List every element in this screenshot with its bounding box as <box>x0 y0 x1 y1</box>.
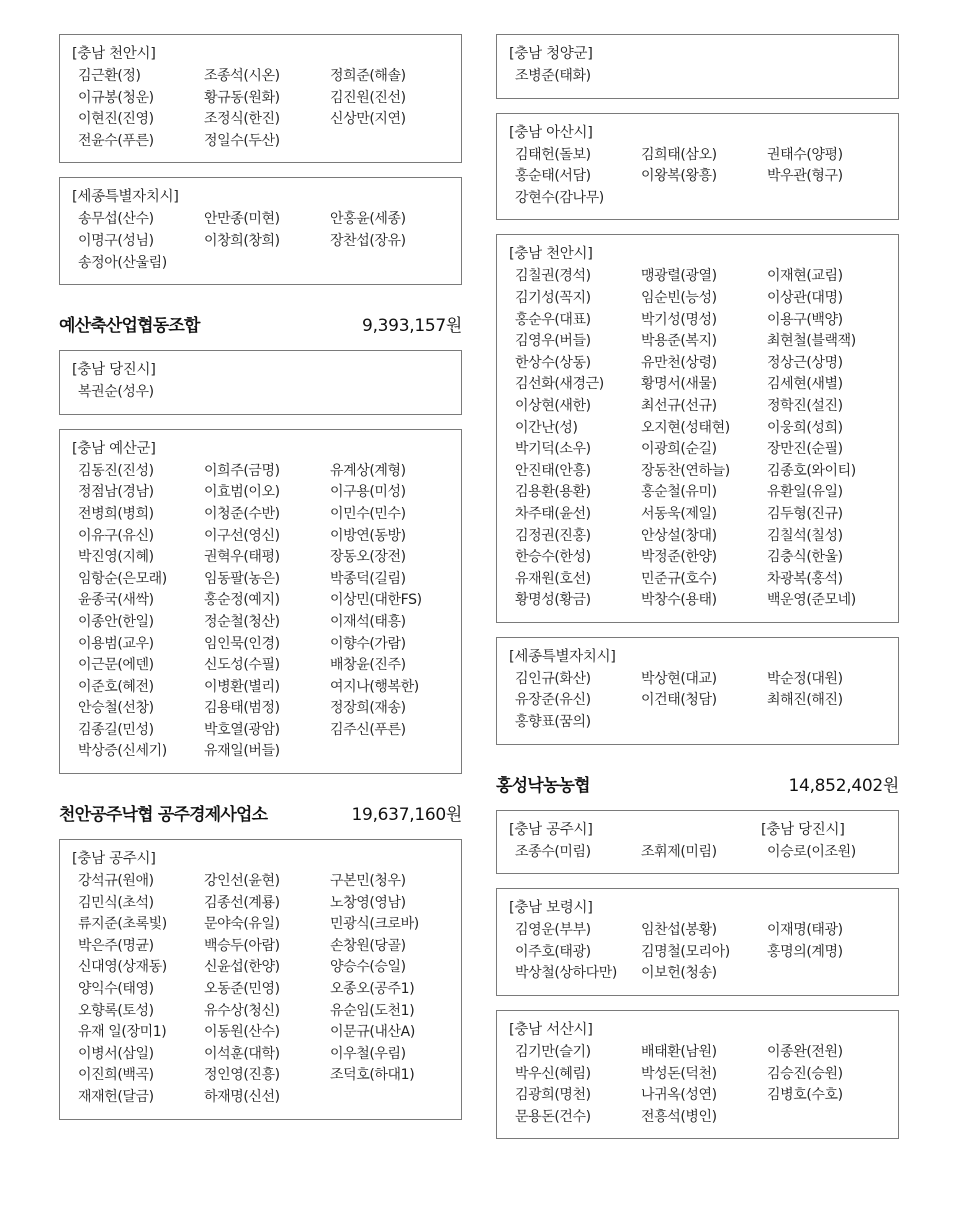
member-name: 김종선(계룡) <box>204 894 280 911</box>
name-grid <box>509 920 886 985</box>
member-name: 김명철(모리아) <box>641 943 730 960</box>
member-name: 홍명의(계명) <box>767 943 843 960</box>
member-name: 박정준(한양) <box>641 549 717 566</box>
member-name: 안승철(선창) <box>78 700 154 717</box>
region-group <box>509 819 761 864</box>
member-name: 김희태(삼오) <box>641 146 717 163</box>
member-name: 김칠권(경석) <box>515 268 591 285</box>
member-name: 임인묵(인경) <box>204 635 280 652</box>
organization-name: 천안공주낙협 공주경제사업소 <box>59 805 268 826</box>
member-name: 이상관(대명) <box>767 289 843 306</box>
member-name: 박창수(용태) <box>641 592 717 609</box>
member-name: 맹광렬(광열) <box>641 268 717 285</box>
member-name: 복권순(성우) <box>78 384 154 401</box>
member-name: 조휘제(미림) <box>641 843 717 860</box>
member-name: 이진희(백곡) <box>78 1067 154 1084</box>
member-name: 이방연(동방) <box>330 527 406 544</box>
member-name: 이광희(순길) <box>641 441 717 458</box>
member-name: 정희준(해솔) <box>330 68 406 84</box>
member-name: 이재현(교림) <box>767 268 843 285</box>
member-name: 유재일(버들) <box>204 743 280 760</box>
member-name: 이웅희(성희) <box>767 419 843 436</box>
member-name: 하재명(신선) <box>204 1089 280 1105</box>
member-name: 이종완(전원) <box>767 1044 843 1061</box>
member-name: 김병호(수호) <box>767 1087 843 1104</box>
member-name: 김근환(정) <box>78 68 141 84</box>
name-grid <box>509 669 886 734</box>
member-name: 이유구(유신) <box>78 527 154 544</box>
member-name: 박우신(혜림) <box>515 1065 591 1082</box>
member-name: 오지현(성태현) <box>641 419 730 436</box>
member-name: 황규동(원화) <box>204 89 280 106</box>
region-box <box>59 34 462 163</box>
member-name: 조병준(태화) <box>515 68 591 84</box>
member-name: 이종안(한일) <box>78 613 154 630</box>
member-name: 이구선(영신) <box>204 527 280 544</box>
region-box <box>496 1010 899 1139</box>
member-name: 김용태(범정) <box>204 700 280 717</box>
member-name: 조종수(미림) <box>515 843 591 860</box>
member-name: 이효범(이오) <box>204 484 280 501</box>
member-name: 박용준(복지) <box>641 333 717 350</box>
member-name: 이문규(내산A) <box>330 1024 415 1041</box>
member-name: 황명성(황금) <box>515 592 591 609</box>
region-heading: [세종특별자치시] <box>509 648 616 665</box>
organization-header <box>59 311 462 336</box>
member-name: 안만종(미현) <box>204 211 280 228</box>
member-name: 윤종국(새싹) <box>78 592 154 609</box>
member-name: 배태환(남원) <box>641 1044 717 1061</box>
member-name: 임순빈(능성) <box>641 289 717 306</box>
member-name: 이재명(태광) <box>767 922 843 939</box>
member-name: 안홍윤(세종) <box>330 211 406 228</box>
region-box <box>496 113 899 221</box>
region-box <box>59 429 462 774</box>
member-name: 이동원(산수) <box>204 1024 280 1041</box>
name-grid <box>72 461 449 763</box>
member-name: 유재 일(장미1) <box>78 1024 167 1041</box>
member-name: 유계상(계형) <box>330 462 406 479</box>
member-name: 홍순철(유미) <box>641 484 717 501</box>
region-heading: [충남 예산군] <box>72 440 156 457</box>
member-name: 유장준(유신) <box>515 692 591 709</box>
member-name: 장동찬(연하늘) <box>641 462 730 479</box>
member-name: 김기만(슬기) <box>515 1044 591 1061</box>
member-name: 김민식(초석) <box>78 894 154 911</box>
member-name: 서동욱(제일) <box>641 505 717 522</box>
member-name: 최해진(해진) <box>767 692 843 709</box>
region-box <box>496 888 899 996</box>
member-name: 김주신(푸른) <box>330 721 406 738</box>
organization-amount: 14,852,402원 <box>788 775 899 796</box>
organization-header <box>59 800 462 825</box>
member-name: 이건태(청담) <box>641 692 717 709</box>
member-name: 강현수(감나무) <box>515 189 604 206</box>
member-name: 정일수(두산) <box>204 132 280 149</box>
organization-amount: 9,393,157원 <box>362 316 462 337</box>
member-name: 박상현(대교) <box>641 670 717 687</box>
member-name: 김정권(진홍) <box>515 527 591 544</box>
region-heading: [충남 아산시] <box>509 124 593 141</box>
member-name: 이상민(대한FS) <box>330 592 422 609</box>
member-name: 이구용(미성) <box>330 484 406 501</box>
member-name: 유재원(호선) <box>515 570 591 587</box>
member-name: 홍순우(대표) <box>515 311 591 328</box>
member-name: 김종호(와이티) <box>767 462 856 479</box>
name-grid <box>509 842 761 864</box>
region-heading: [충남 당진시] <box>761 821 845 838</box>
region-heading: [충남 공주시] <box>509 821 593 838</box>
member-name: 이민수(민수) <box>330 505 406 522</box>
member-name: 여지나(행복한) <box>330 678 419 695</box>
member-name: 이준호(혜전) <box>78 678 154 695</box>
member-name: 안상설(창대) <box>641 527 717 544</box>
member-name: 황명서(새물) <box>641 376 717 393</box>
member-name: 박상증(신세기) <box>78 743 167 760</box>
member-name: 이용범(교우) <box>78 635 154 652</box>
member-name: 권혁우(태평) <box>204 549 280 566</box>
member-name: 이간난(성) <box>515 419 578 436</box>
member-name: 홍순태(서담) <box>515 168 591 185</box>
member-name: 이향수(가람) <box>330 635 406 652</box>
name-grid <box>72 382 449 404</box>
region-heading: [충남 공주시] <box>72 851 156 868</box>
member-name: 송무섭(산수) <box>78 211 154 228</box>
member-name: 오종오(공주1) <box>330 981 415 998</box>
member-name: 손창원(당골) <box>330 937 406 954</box>
member-name: 김칠석(칠성) <box>767 527 843 544</box>
member-name: 민준규(호수) <box>641 570 717 587</box>
member-name: 박기덕(소우) <box>515 441 591 458</box>
member-name: 나귀옥(성연) <box>641 1087 717 1104</box>
left-column <box>59 34 462 1134</box>
member-name: 유순임(도천1) <box>330 1002 415 1019</box>
region-heading: [충남 당진시] <box>72 362 156 379</box>
member-name: 박호열(광암) <box>204 721 280 738</box>
name-grid <box>761 842 893 864</box>
member-name: 정점남(경남) <box>78 484 154 501</box>
region-heading: [충남 보령시] <box>509 900 593 917</box>
member-name: 이병서(삼일) <box>78 1045 154 1062</box>
member-name: 이창희(창희) <box>204 232 280 249</box>
member-name: 민광식(크로바) <box>330 916 419 933</box>
member-name: 김선화(새경근) <box>515 376 604 393</box>
member-name: 박진영(지혜) <box>78 549 154 566</box>
member-name: 이명구(성님) <box>78 232 154 249</box>
organization-name: 예산축산업협동조합 <box>59 316 200 337</box>
member-name: 김인규(화산) <box>515 670 591 687</box>
member-name: 정학진(설진) <box>767 397 843 414</box>
member-name: 이병환(별리) <box>204 678 280 695</box>
name-grid <box>509 1042 886 1128</box>
member-name: 유수상(청신) <box>204 1002 280 1019</box>
name-grid <box>509 266 886 612</box>
member-name: 송정아(산울림) <box>78 254 167 271</box>
member-name: 노창영(영남) <box>330 894 406 911</box>
member-name: 이근문(에덴) <box>78 657 154 674</box>
name-grid <box>509 145 886 210</box>
member-name: 이청준(수반) <box>204 505 280 522</box>
member-name: 임찬섭(봉황) <box>641 922 717 939</box>
name-grid <box>72 209 449 274</box>
member-name: 박성돈(덕천) <box>641 1065 717 1082</box>
member-name: 임동팔(농은) <box>204 570 280 587</box>
member-name: 장찬섭(장유) <box>330 232 406 249</box>
member-name: 류지준(초록빛) <box>78 916 167 933</box>
region-box <box>59 350 462 415</box>
region-heading: [충남 서산시] <box>509 1022 593 1039</box>
member-name: 정상근(상명) <box>767 354 843 371</box>
right-column <box>496 34 899 1153</box>
region-group <box>761 819 893 864</box>
member-name: 정장희(재송) <box>330 700 406 717</box>
member-name: 박기성(명성) <box>641 311 717 328</box>
member-name: 백승두(아람) <box>204 937 280 954</box>
member-name: 구본민(청우) <box>330 873 406 890</box>
region-box <box>496 810 899 875</box>
region-box <box>496 34 899 99</box>
member-name: 이보헌(청송) <box>641 965 717 982</box>
member-name: 김기성(꼭지) <box>515 289 591 306</box>
region-box <box>496 234 899 623</box>
name-grid <box>509 66 886 88</box>
organization-header <box>496 771 899 796</box>
member-name: 조덕호(하대1) <box>330 1067 415 1084</box>
member-name: 김종길(민성) <box>78 721 154 738</box>
region-heading: [충남 청양군] <box>509 46 593 62</box>
member-name: 문야숙(유일) <box>204 916 280 933</box>
member-name: 한승수(한성) <box>515 549 591 566</box>
member-name: 김용환(용환) <box>515 484 591 501</box>
member-name: 유만천(상령) <box>641 354 717 371</box>
member-name: 홍순정(예지) <box>204 592 280 609</box>
member-name: 김태헌(돌보) <box>515 146 591 163</box>
organization-name: 홍성낙농농협 <box>496 775 590 796</box>
member-name: 박우관(형구) <box>767 168 843 185</box>
member-name: 차광복(홍석) <box>767 570 843 587</box>
member-name: 이규봉(청운) <box>78 89 154 106</box>
region-heading: [세종특별자치시] <box>72 189 179 206</box>
region-box <box>59 177 462 285</box>
member-name: 이주호(태광) <box>515 943 591 960</box>
member-name: 문용돈(건수) <box>515 1108 591 1125</box>
member-name: 조종석(시온) <box>204 68 280 84</box>
member-name: 오동준(민영) <box>204 981 280 998</box>
member-name: 박은주(명균) <box>78 937 154 954</box>
region-heading: [충남 천안시] <box>72 46 156 62</box>
member-name: 이현진(진영) <box>78 111 154 128</box>
member-name: 이석훈(대학) <box>204 1045 280 1062</box>
member-name: 전윤수(푸른) <box>78 132 154 149</box>
member-name: 재재헌(달금) <box>78 1089 154 1105</box>
member-name: 김진원(진선) <box>330 89 406 106</box>
member-name: 정인영(진흥) <box>204 1067 280 1084</box>
member-name: 신상만(지연) <box>330 111 406 128</box>
member-name: 이희주(금명) <box>204 462 280 479</box>
member-name: 김영우(버들) <box>515 333 591 350</box>
member-name: 조정식(한진) <box>204 111 280 128</box>
member-name: 김승진(승원) <box>767 1065 843 1082</box>
member-name: 이우철(우림) <box>330 1045 406 1062</box>
member-name: 김영운(부부) <box>515 922 591 939</box>
region-heading: [충남 천안시] <box>509 246 593 263</box>
member-name: 강인선(윤현) <box>204 873 280 890</box>
member-name: 강석규(원애) <box>78 873 154 890</box>
member-name: 김충식(한울) <box>767 549 843 566</box>
member-name: 이재석(태흥) <box>330 613 406 630</box>
member-name: 박종덕(길림) <box>330 570 406 587</box>
member-name: 신대영(상재동) <box>78 959 167 976</box>
member-name: 배창윤(진주) <box>330 657 406 674</box>
member-name: 홍향표(꿈의) <box>515 714 591 731</box>
member-name: 차주태(윤선) <box>515 505 591 522</box>
member-name: 정순철(청산) <box>204 613 280 630</box>
member-name: 김세현(새별) <box>767 376 843 393</box>
member-name: 전병희(병희) <box>78 505 154 522</box>
member-name: 김광희(명천) <box>515 1087 591 1104</box>
name-grid <box>72 66 449 152</box>
member-name: 이용구(백양) <box>767 311 843 328</box>
member-name: 양익수(태영) <box>78 981 154 998</box>
member-name: 장동오(장전) <box>330 549 406 566</box>
region-box <box>496 637 899 745</box>
member-name: 최현철(블랙잭) <box>767 333 856 350</box>
region-box <box>59 839 462 1120</box>
member-name: 이승로(이조원) <box>767 843 856 860</box>
member-name: 안진태(안흥) <box>515 462 591 479</box>
member-name: 이왕복(왕흥) <box>641 168 717 185</box>
member-name: 양승수(승일) <box>330 959 406 976</box>
member-name: 최선규(선규) <box>641 397 717 414</box>
member-name: 박상철(상하다만) <box>515 965 617 982</box>
member-name: 신도성(수필) <box>204 657 280 674</box>
name-grid <box>72 871 449 1109</box>
member-name: 박순정(대원) <box>767 670 843 687</box>
member-name: 유환일(유일) <box>767 484 843 501</box>
member-name: 김두형(진규) <box>767 505 843 522</box>
member-name: 김동진(진성) <box>78 462 154 479</box>
member-name: 한상수(상동) <box>515 354 591 371</box>
member-name: 권태수(양평) <box>767 146 843 163</box>
member-name: 이상현(새한) <box>515 397 591 414</box>
member-name: 백운영(준모네) <box>767 592 856 609</box>
member-name: 장만진(순필) <box>767 441 843 458</box>
member-name: 오향록(토성) <box>78 1002 154 1019</box>
member-name: 전흥석(병인) <box>641 1108 717 1125</box>
organization-amount: 19,637,160원 <box>351 805 462 826</box>
member-name: 신윤섭(한양) <box>204 959 280 976</box>
member-name: 임항순(은모래) <box>78 570 167 587</box>
